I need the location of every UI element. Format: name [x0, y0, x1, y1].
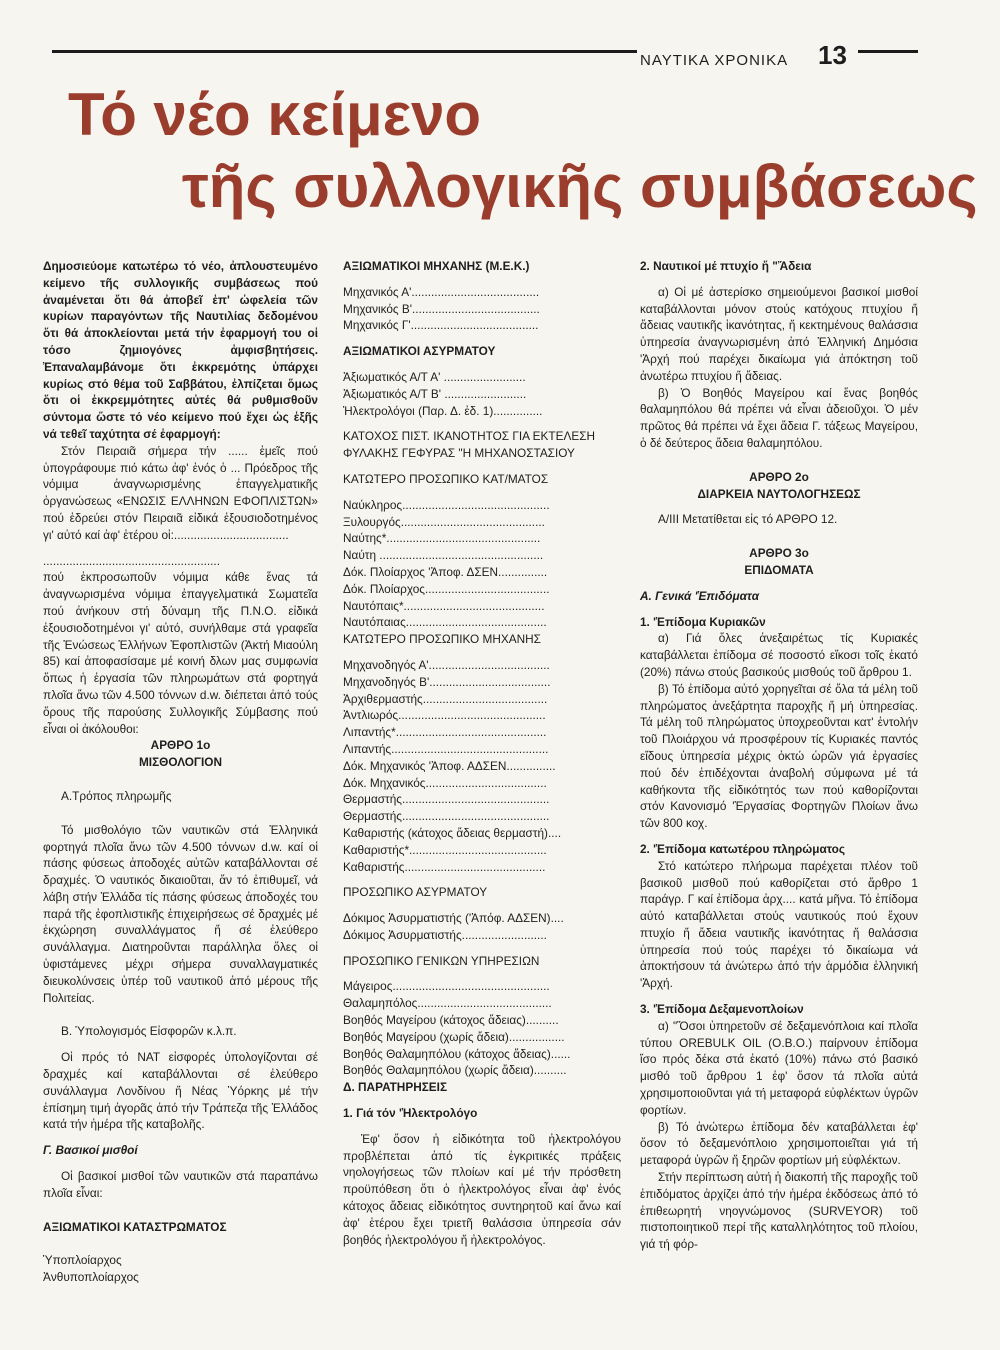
list-item: Θαλαμηπόλος......................................... — [343, 996, 552, 1011]
list-item: Καθαριστής........................................... — [343, 859, 546, 874]
list-item: Λιπαντής*.............................................. — [343, 725, 547, 740]
section-heading: Α.Τρόπος πληρωμῆς — [61, 788, 172, 803]
section-heading: Δ. ΠΑΡΑΤΗΡΗΣΕΙΣ — [343, 1080, 448, 1095]
paragraph: Στό κατώτερο πλήρωμα παρέχεται πλέον τοῦ βασικοῦ μισθοῦ πού καθορίζεται στό ἄρθρο 1 παράγρ. Γ καί ἐπίδομα ἀρχ.... κατά μῆνα. Τό ἐπίδομα αὐτό καταβάλλεται στούς ναυτικούς πού ἔχουν πτυχίο ἤ ἄδεια ναυτικῆς ἱκανότητας ἤ θαλάσσια ὑπηρεσία πού τούς παρέχει τό δικαίωμα νά ἀποκτήσουν τά ἀνώτερω ἀπό τήν ἁρμόδια ἑλληνική 'Ἀρχή. — [640, 858, 918, 991]
list-heading: ΚΑΤΩΤΕΡΟ ΠΡΟΣΩΠΙΚΟ ΚΑΤ/ΜΑΤΟΣ — [343, 471, 549, 486]
article-title: ΜΙΣΘΟΛΟΓΙΟΝ — [138, 755, 222, 770]
list-item: Μηχανοδηγός Α'..................................... — [343, 657, 550, 672]
paragraph: πού ἐκπροσωποῦν νόμιμα κάθε ἕνας τά ἀναγνωρισμένα νόμιμα ἐπαγγελματικά Σωματεῖα πού ἀνήκουν στή δύναμη τῆς Π.Ν.Ο. εἰδικά ἐξουσιοδοτημένοι γι' αὐτό, συνήλθαμε στά γραφεῖα τῆς Ἑνώσεως Ἑλλήνων Ἐφοπλιστῶν (Ἀκτή Μιαούλη 85) καί ἀποφασίσαμε μέ κοινή δλων μας συμφωνία ὅπως ἡ ἐργασία τῶν πληρωμάτων στά φορτηγά πλοῖα ἄνω τῶν 4.500 τόννων d.w. διέπεται ἀπό τούς ὅρους τῆς παρούσης Συλλογικῆς Σύμβασης πού εἶναι οἱ ἀκόλουθοι: — [43, 570, 318, 736]
headline-line2: τῆς συλλογικῆς συμβάσεως — [182, 153, 978, 220]
list-item: Δόκ. Πλοίαρχος 'Ἀποφ. ΔΣΕΝ............... — [343, 564, 548, 579]
list-heading: ΑΞΙΩΜΑΤΙΚΟΙ ΑΣΥΡΜΑΤΟΥ — [343, 344, 496, 359]
running-title: ΝΑΥΤΙΚΑ ΧΡΟΝΙΚΑ — [640, 52, 789, 69]
paragraph: α) Οἱ μέ ἀστερίσκο σημειούμενοι βασικοί μισθοί καταβάλλονται μόνον στούς κατόχους πτυχίου ἤ ἄδειας ναυτικῆς ἱκανότητας, ἤ κεκτημένους θαλάσσια ὑπηρεσία ἀναγνωρισμένη ἀπό Ἑλληνική Δημόσια 'Ἀρχή πού παρέχει δικαίωμα γιά ἀπόκτηση τοῦ ἀνωτέρω πτυχίου ἤ ἄδειας. — [640, 284, 918, 383]
list-item: Ναύτης*............................................... — [343, 531, 541, 546]
list-item: Ναυτόπαιας........................................... — [343, 615, 547, 630]
list-item: Βοηθός Μαγείρου (χωρίς ἄδεια)................. — [343, 1029, 565, 1044]
section-heading: Γ. Βασικοί μισθοί — [43, 1143, 138, 1158]
list-item: Βοηθός Θαλαμηπόλου (κάτοχος ἄδειας)...... — [343, 1046, 571, 1061]
paragraph: Οἱ πρός τό ΝΑΤ εἰσφορές ὑπολογίζονται σέ δραχμές καί καταβάλλονται σέ ἐλεύθερο συνάλλαγμα Λονδίνου ἤ Νέας Ὑόρκης μέ τήν ἐπίσημη τιμή ἀγορᾶς ἀπό τήν Τράπεζα τῆς Ἑλλάδος κατά τήν ἡμέρα τῆς καταβολῆς. — [43, 1050, 318, 1132]
article-title: ΔΙΑΡΚΕΙΑ ΝΑΥΤΟΛΟΓΗΣΕΩΣ — [697, 486, 861, 501]
list-item: Ὑποπλοίαρχος — [43, 1253, 122, 1268]
list-heading: ΑΞΙΩΜΑΤΙΚΟΙ ΚΑΤΑΣΤΡΩΜΑΤΟΣ — [43, 1219, 227, 1234]
list-heading: ΚΑΤΩΤΕΡΟ ΠΡΟΣΩΠΙΚΟ ΜΗΧΑΝΗΣ — [343, 632, 541, 647]
list-item: Ἀνθυποπλοίαρχος — [43, 1270, 139, 1285]
list-heading: ΠΡΟΣΩΠΙΚΟ ΓΕΝΙΚΩΝ ΥΠΗΡΕΣΙΩΝ — [343, 953, 540, 968]
section-heading: Β. Ὑπολογισμός Εἰσφορῶν κ.λ.π. — [61, 1024, 237, 1039]
subsection-heading: 1. 'Ἐπίδομα Κυριακῶν — [640, 614, 766, 629]
subsection-heading: 1. Γιά τόν 'Ἠλεκτρολόγο — [343, 1106, 478, 1121]
header-rule-right — [858, 50, 918, 53]
paragraph: α) "Ὅσοι ὑπηρετοῦν σέ δεξαμενόπλοια καί πλοῖα τύπου OREBULK OIL (O.B.O.) παίρνουν ἐπίδομα ἴσο πρός δέκα στά ἑκατό (10%) πάνω στό βασικό μισθό τοῦ ἄρθρου 1 ἐφ' ὅσον τά πλοῖα αὐτά χρησιμοποιοῦνται γιά τή μεταφορά εὐφλέκτων ὑγρῶν φορτίων. — [640, 1018, 918, 1117]
article-number: ΑΡΘΡΟ 3ο — [749, 546, 809, 561]
list-item: Ναυτόπαις*........................................... — [343, 598, 545, 613]
list-item: Ἀξιωματικός Α/Τ Β' ......................... — [343, 386, 527, 401]
list-item: Δόκιμος Ἀσυρματιστής ('Ἀπόφ. ΑΔΣΕΝ).... — [343, 911, 564, 926]
article-number: ΑΡΘΡΟ 2ο — [749, 469, 809, 484]
subsection-heading: 2. Ναυτικοί μέ πτυχίο ἤ "Ἄδεια — [640, 259, 812, 273]
list-item: Θερμαστής............................................. — [343, 792, 550, 807]
list-item: Δόκ. Μηχανικός..................................... — [343, 775, 547, 790]
list-item: Θερμαστής............................................. — [343, 809, 550, 824]
column-3 — [640, 258, 918, 1253]
list-heading: ΚΑΤΟΧΟΣ ΠΙΣΤ. ΙΚΑΝΟΤΗΤΟΣ ΓΙΑ ΕΚΤΕΛΕΣΗ ΦΥΛΑΚΗΣ ΓΕΦΥΡΑΣ "Η ΜΗΧΑΝΟΣΤΑΣΙΟΥ — [343, 429, 596, 461]
header-rule-left — [52, 50, 637, 53]
headline-line1: Τό νέο κείμενο — [68, 81, 482, 148]
subsection-heading: 3. 'Ἐπίδομα Δεξαμενοπλοίων — [640, 1002, 804, 1017]
paragraph: β) Ὁ Βοηθός Μαγείρου καί ἕνας βοηθός θαλαμηπόλου θά πρέπει νά εἶναι ἀδειοῦχοι. Ὁ μέν πρῶτος θά πρέπει νά ἔχει ἄδεια Γ. τάξεως Μαγείρου, ὁ δέ δεύτερος ἄδεια θαλαμηπόλου. — [640, 385, 918, 450]
paragraph: Α/ΙΙΙ Μετατίθεται εἰς τό ΑΡΘΡΟ 12. — [658, 512, 838, 527]
list-item: Δόκ. Μηχανικός 'Ἀποφ. ΑΔΣΕΝ............... — [343, 758, 556, 773]
list-item: Μηχανοδηγός Β'..................................... — [343, 674, 551, 689]
list-item: Ἀξιωματικός Α/Τ Α' ......................... — [343, 369, 526, 384]
subsection-heading: 2. 'Ἐπίδομα κατωτέρου πληρώματος — [640, 841, 845, 856]
list-heading: ΑΞΙΩΜΑΤΙΚΟΙ ΜΗΧΑΝΗΣ (Μ.Ε.Κ.) — [343, 259, 530, 273]
paragraph: β) Τό ἀνώτερω ἐπίδομα δέν καταβάλλεται ἐφ' ὅσον τό δεξαμενόπλοιο χρησιμοποιεῖται γιά τή μεταφορά ὑγρῶν ἤ ξηρῶν φορτίων μή εὐφλέκτων. — [640, 1119, 918, 1168]
list-item: Λιπαντής................................................ — [343, 741, 549, 756]
list-item: Ἀντλιωρός............................................. — [343, 708, 546, 723]
list-item: Δόκ. Πλοίαρχος...................................... — [343, 581, 550, 596]
list-heading: ΠΡΟΣΩΠΙΚΟ ΑΣΥΡΜΑΤΟΥ — [343, 885, 488, 900]
list-item: Βοηθός Μαγείρου (κάτοχος ἄδειας).......... — [343, 1013, 559, 1028]
list-item: Ξυλουργός............................................ — [343, 514, 545, 529]
list-item: Βοηθός Θαλαμηπόλου (χωρίς ἄδεια).......... — [343, 1063, 567, 1078]
page-number: 13 — [818, 40, 847, 70]
list-item: Ναύτη .................................................. — [343, 548, 544, 563]
list-item: Μηχανικός Γ'....................................... — [343, 318, 539, 333]
list-item: Μηχανικός Β'....................................... — [343, 301, 540, 316]
paragraph: Στόν Πειραιᾶ σήμερα τήν ...... ἐμεῖς πού ὑπογράφουμε πιό κάτω ἀφ' ἑνός ὁ ... Πρόεδρος τῆς νόμιμα ἀναγνωρισμένης ἐπαγγελματικῆς ὀργανώσεως «ΕΝΩΣΙΣ ΕΛΛΗΝΩΝ ΕΦΟΠΛΙΣΤΩΝ» πού ἑδρεύει στόν Πειραιᾶ εἰδικά ἐξουσιοδοτημένος γι' αὐτό καί ἀφ' ἑτέρου οἱ:................................... — [43, 443, 318, 542]
section-heading: Α. Γενικά 'Ἐπιδόματα — [640, 588, 760, 603]
list-item: Μηχανικός Α'....................................... — [343, 284, 540, 299]
list-item: Καθαριστής*.......................................... — [343, 842, 547, 857]
paragraph: α) Γιά ὅλες ἀνεξαιρέτως τίς Κυριακές καταβάλλεται ἐπίδομα σέ ποσοστό εἴκοσι τοῖς ἑκατό (20%) πάνω στούς βασικούς μισθούς τοῦ ἄρθρου 1. — [640, 631, 918, 679]
column-1 — [43, 258, 318, 1286]
paragraph: Στήν περίπτωση αὐτή ἡ διακοπή τῆς παροχῆς τοῦ ἐπιδόματος ἀρχίζει ἀπό τήν ἡμέρα ἐκδόσεως ἀπό τό ἐπιθεωρητή νηογνώμονος (SURVEYOR) τοῦ πιστοποιητικοῦ περί τῆς καταλληλότητος τοῦ πλοίου, γιά τή φόρ- — [640, 1170, 918, 1252]
intro-paragraph: Δημοσιεύομε κατωτέρω τό νέο, ἀπλουστευμένο κείμενο τῆς συλλογικῆς συμβάσεως πού ἀναμένεται ὅτι θά ἀποβεῖ ἐπ' ὠφελεία τῶν κυρίων παραγόντων τῆς Ναυτιλίας δεδομένου ὅτι θά ἀποκλείονται μετά τήν ἐφαρμογή του οἱ τόσο ζημιογόνες ἀμφισβητήσεις. Ἐπαναλαμβάνομε ὅτι ἐκκρεμότης ὑπάρχει κυρίως στό θέμα τοῦ Σαββάτου, ἐλπίζεται ὅμως ὅτι οἱ ἐκκρεμμότητες αὐτές θά ρυθμισθοῦν σύντομα ὥστε τό νέο κείμενο πού ἔχει ὡς ἑξῆς νά τεθεῖ ταχύτητα σέ ἐφαρμογή: — [43, 259, 318, 441]
column-2 — [343, 258, 621, 1248]
paragraph: β) Τό ἐπίδομα αὐτό χορηγεῖται σέ ὅλα τά μέλη τοῦ πληρώματος ἀνεξάρτητα παροχῆς ἤ μή ὑπηρεσίας. Τά μέλη τοῦ πληρώματος ὑποχρεοῦνται κατ' ἐντολήν τοῦ Πλοιάρχου νά προσφέρουν τίς Κυριακές παντός εἴδους ὑπηρεσία μέχρις ὀκτώ ὡρῶν γιά ἐργασίες πού δέν ἐπιδέχονται ἀναβολή σύμφωνα μέ τά καθήκοντα τῆς εἰδικότητός των πού καθορίζονται στόν Κανονισμό 'Ἐργασίας Φορτηγῶν Πλοίων ἄνω τῶν 800 κοχ. — [640, 681, 918, 831]
list-item: Ἠλεκτρολόγοι (Παρ. Δ. ἐδ. 1)............... — [343, 403, 543, 418]
list-item: Ναύκληρος............................................. — [343, 497, 550, 512]
list-item: Μάγειρος................................................ — [343, 979, 550, 994]
list-item: Καθαριστής (κάτοχος ἄδειας θερμαστή).... — [343, 825, 562, 840]
paragraph: Ἐφ' ὅσον ἡ εἰδικότητα τοῦ ἠλεκτρολόγου προβλέπεται ἀπό τίς ἐγκριτικές πράξεις νηολογήσεως τῶν πλοίων καί μέ τήν πρόσθετη προϋπόθεση ὅτι ὁ ἠλεκτρολόγος εἶναι ἀφ' ἑνός κάτοχος ἄδειας εἰδικότητος συντηρητοῦ καί ἄνω καί ἀφ' ἑτέρου ἔχει τριετῆ θαλάσσια ὑπηρεσία σάν βοηθός ἠλεκτρολόγου ἤ ἠλεκτρολόγος. — [343, 1131, 621, 1247]
list-item: Δόκιμος Ἀσυρματιστής.......................... — [343, 927, 547, 942]
paragraph: Τό μισθολόγιο τῶν ναυτικῶν στά Ἑλληνικά φορτηγά πλοῖα ἄνω τῶν 4.500 τόννων d.w. καί οἱ πάσης φύσεως ἀποδοχές αὐτῶν καταβάλλονται σέ δραχμές. Ὁ ναυτικός δικαιοῦται, ἄν τό ἐπιθυμεῖ, νά λάβη στήν Ἑλλάδα τίς πάσης φύσεως ἀποδοχές του παρά τῆς ἐφοπλιστικῆς ἐπιχειρήσεως σέ δραχμές μέ ἐκχώρηση συναλλάγματος ἤ σέ ἐλεύθερο συνάλλαγμα. Διατηροῦνται παράλληλα ὅλες οἱ ὑφιστάμενες μέχρι σήμερα συναλλαγματικές διευκολύνσεις ὑπέρ τοῦ ναυτικοῦ ἀπό μέρους τῆς Πολιτείας. — [43, 822, 318, 1005]
dotted-line: ...................................................... — [43, 553, 220, 568]
list-item: Ἀρχιθερμαστής...................................... — [343, 691, 548, 706]
article-title: ΕΠΙΔΟΜΑΤΑ — [744, 562, 814, 577]
article-number: ΑΡΘΡΟ 1ο — [150, 738, 211, 753]
paragraph: Οἱ βασικοί μισθοί τῶν ναυτικῶν στά παραπάνω πλοῖα εἶναι: — [43, 1169, 318, 1200]
